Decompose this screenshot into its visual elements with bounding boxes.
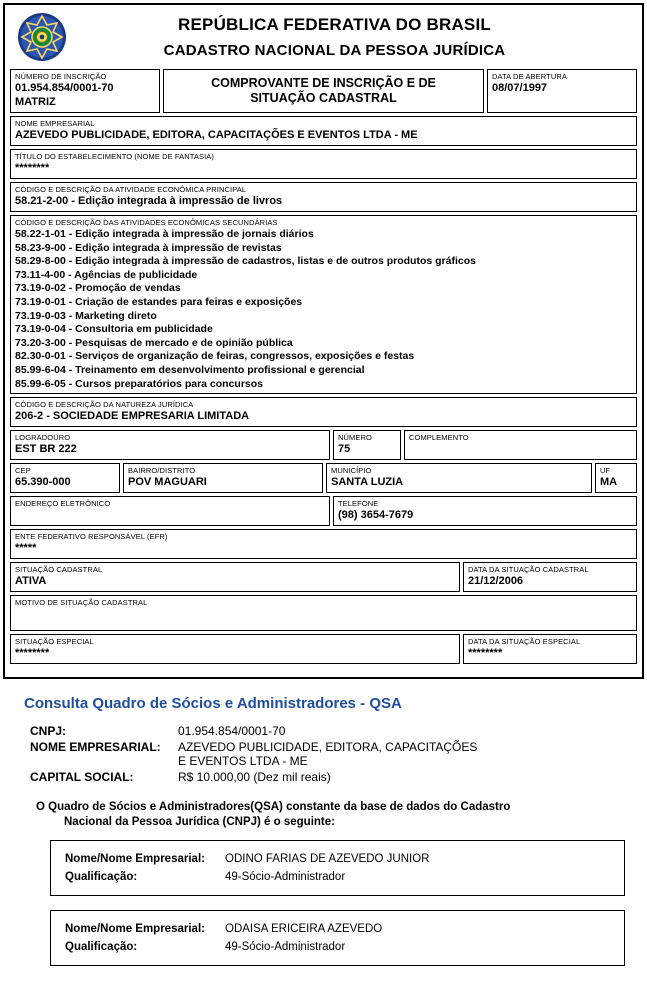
field-data-situacao-especial <box>463 634 637 664</box>
partner-qualification-label: Qualificação: <box>65 871 138 883</box>
partner-card <box>50 910 625 966</box>
row-inscricao <box>10 69 637 113</box>
field-nome-empresarial <box>10 116 637 146</box>
label-situacao-cadastral: SITUAÇÃO CADASTRAL <box>15 565 103 575</box>
comprovante-line1: COMPROVANTE DE INSCRIÇÃO E DE <box>211 75 436 90</box>
qsa-cnpj-value: 01.954.854/0001-70 <box>178 724 286 738</box>
label-nome-empresarial: NOME EMPRESARIAL <box>15 119 95 128</box>
value-numero: 75 <box>338 443 351 456</box>
field-efr <box>10 529 637 559</box>
field-logradouro <box>10 430 330 460</box>
row-nome-empresarial <box>10 116 637 146</box>
field-atividade-principal <box>10 182 637 212</box>
value-atividade-secundaria: 58.29-8-00 - Edição integrada à impressão de cadastros, listas e de outros produtos gráficos <box>15 255 476 268</box>
label-data-situacao-especial: DATA DA SITUAÇÃO ESPECIAL <box>468 637 581 647</box>
row-situacao-especial <box>10 634 637 664</box>
field-situacao-cadastral <box>10 562 460 592</box>
value-telefone: (98) 3654-7679 <box>338 509 414 522</box>
label-atividades-secundarias: CÓDIGO E DESCRIÇÃO DAS ATIVIDADES ECONÔMICAS SECUNDÁRIAS <box>15 218 278 227</box>
label-endereco-eletronico: ENDEREÇO ELETRÔNICO <box>15 499 111 509</box>
value-logradouro: EST BR 222 <box>15 443 77 456</box>
value-situacao-especial: ******** <box>15 647 50 660</box>
qsa-cnpj-label: CNPJ: <box>30 724 67 738</box>
cnpj-title: CADASTRO NACIONAL DA PESSOA JURÍDICA <box>163 42 506 59</box>
row-natureza-juridica <box>10 397 637 427</box>
certificate-titles <box>72 15 637 59</box>
row-atividades-secundarias <box>10 215 637 394</box>
label-complemento: COMPLEMENTO <box>409 433 469 443</box>
brasao-icon <box>16 11 68 63</box>
label-telefone: TELEFONE <box>338 499 379 509</box>
value-atividade-secundaria: 58.22-1-01 - Edição integrada à impressão de jornais diários <box>15 228 314 240</box>
value-atividade-secundaria: 73.11-4-00 - Agências de publicidade <box>15 268 198 281</box>
row-atividade-principal <box>10 182 637 212</box>
field-titulo-estabelecimento <box>10 149 637 179</box>
label-bairro: BAIRRO/DISTRITO <box>128 466 196 476</box>
label-data-abertura: DATA DE ABERTURA <box>492 72 567 81</box>
field-numero <box>333 430 401 460</box>
value-atividade-secundaria: 82.30-0-01 - Serviços de organização de feiras, congressos, exposições e festas <box>15 350 415 363</box>
field-complemento <box>404 430 637 460</box>
partner-name-value: ODINO FARIAS DE AZEVEDO JUNIOR <box>225 853 430 865</box>
partner-qualification-label: Qualificação: <box>65 941 138 953</box>
value-situacao-cadastral: ATIVA <box>15 575 47 588</box>
value-municipio: SANTA LUZIA <box>331 476 404 489</box>
label-numero-inscricao: NÚMERO DE INSCRIÇÃO <box>15 72 107 81</box>
value-tipo-inscricao: MATRIZ <box>15 96 56 108</box>
value-atividade-secundaria: 73.19-0-01 - Criação de estandes para feiras e exposições <box>15 295 303 308</box>
partner-name-row <box>51 920 624 938</box>
document-page <box>0 3 647 995</box>
label-motivo-situacao: MOTIVO DE SITUAÇÃO CADASTRAL <box>15 598 148 608</box>
field-motivo-situacao <box>10 595 637 631</box>
label-uf: UF <box>600 466 611 476</box>
value-cep: 65.390-000 <box>15 476 71 489</box>
qsa-capital-label: CAPITAL SOCIAL: <box>30 770 134 784</box>
field-telefone <box>333 496 637 526</box>
republic-title: REPÚBLICA FEDERATIVA DO BRASIL <box>178 15 491 34</box>
partner-card <box>50 840 625 896</box>
qsa-nome-value-line1: AZEVEDO PUBLICIDADE, EDITORA, CAPACITAÇÕES <box>178 740 478 754</box>
row-situacao-cadastral <box>10 562 637 592</box>
value-numero-inscricao: 01.954.854/0001-70 <box>15 82 114 94</box>
partner-qualification-row <box>51 938 624 956</box>
qsa-nome-label: NOME EMPRESARIAL: <box>30 740 161 754</box>
qsa-nome-row <box>30 740 625 768</box>
value-natureza-juridica: 206-2 - SOCIEDADE EMPRESARIA LIMITADA <box>15 410 250 423</box>
label-municipio: MUNICÍPIO <box>331 466 372 476</box>
value-uf: MA <box>600 476 618 489</box>
qsa-capital-value: R$ 10.000,00 (Dez mil reais) <box>178 770 331 784</box>
row-titulo-estabelecimento <box>10 149 637 179</box>
field-atividades-secundarias <box>10 215 637 394</box>
partner-name-row <box>51 850 624 868</box>
partner-name-value: ODAISA ERICEIRA AZEVEDO <box>225 923 383 935</box>
qsa-note-line1: O Quadro de Sócios e Administradores(QSA) constante da base de dados do Cadastro <box>36 801 511 813</box>
field-comprovante-title <box>163 69 484 113</box>
value-efr: ***** <box>15 542 37 555</box>
label-numero: NÚMERO <box>338 433 372 443</box>
value-atividade-secundaria: 73.19-0-03 - Marketing direto <box>15 309 157 322</box>
field-uf <box>595 463 637 493</box>
qsa-capital-row <box>30 770 625 784</box>
value-atividade-secundaria: 73.19-0-04 - Consultoria em publicidade <box>15 323 213 336</box>
value-titulo-estabelecimento: ******** <box>15 162 50 174</box>
qsa-note-line2: Nacional da Pessoa Jurídica (CNPJ) é o seguinte: <box>64 816 335 828</box>
field-data-abertura <box>487 69 637 113</box>
qsa-nome-value <box>178 740 625 768</box>
partner-qualification-value: 49-Sócio-Administrador <box>225 871 346 883</box>
value-atividade-principal: 58.21-2-00 - Edição integrada à impressão de livros <box>15 195 283 207</box>
partner-name-label: Nome/Nome Empresarial: <box>65 923 205 935</box>
field-bairro <box>123 463 323 493</box>
partner-name-label: Nome/Nome Empresarial: <box>65 853 205 865</box>
qsa-section <box>0 679 647 966</box>
field-data-situacao-cadastral <box>463 562 637 592</box>
value-data-situacao-especial: ******** <box>468 647 503 660</box>
value-atividade-secundaria: 58.23-9-00 - Edição integrada à impressão de revistas <box>15 241 282 254</box>
label-logradouro: LOGRADOURO <box>15 433 71 443</box>
label-efr: ENTE FEDERATIVO RESPONSÁVEL (EFR) <box>15 532 168 542</box>
value-data-abertura: 08/07/1997 <box>492 82 548 94</box>
cnpj-certificate <box>3 3 644 679</box>
row-endereco-2 <box>10 463 637 493</box>
value-nome-empresarial: AZEVEDO PUBLICIDADE, EDITORA, CAPACITAÇÕES E EVENTOS LTDA - ME <box>15 129 418 141</box>
qsa-title: Consulta Quadro de Sócios e Administradores - QSA <box>24 695 402 712</box>
label-cep: CEP <box>15 466 31 476</box>
label-titulo-estabelecimento: TÍTULO DO ESTABELECIMENTO (NOME DE FANTASIA) <box>15 152 215 161</box>
value-atividade-secundaria: 85.99-6-05 - Cursos preparatórios para concursos <box>15 377 264 390</box>
value-atividade-secundaria: 73.19-0-02 - Promoção de vendas <box>15 282 181 295</box>
row-contato <box>10 496 637 526</box>
value-data-situacao-cadastral: 21/12/2006 <box>468 575 524 588</box>
label-atividade-principal: CÓDIGO E DESCRIÇÃO DA ATIVIDADE ECONÔMICA PRINCIPAL <box>15 185 247 194</box>
value-bairro: POV MAGUARI <box>128 476 207 489</box>
value-atividade-secundaria: 85.99-6-04 - Treinamento em desenvolvimento profissional e gerencial <box>15 363 365 376</box>
comprovante-line2: SITUAÇÃO CADASTRAL <box>250 90 397 105</box>
label-situacao-especial: SITUAÇÃO ESPECIAL <box>15 637 94 647</box>
value-atividade-secundaria: 73.20-3-00 - Pesquisas de mercado e de opinião pública <box>15 336 293 349</box>
field-cep <box>10 463 120 493</box>
row-efr <box>10 529 637 559</box>
field-endereco-eletronico <box>10 496 330 526</box>
partner-qualification-row <box>51 868 624 886</box>
row-endereco-1 <box>10 430 637 460</box>
field-situacao-especial <box>10 634 460 664</box>
field-natureza-juridica <box>10 397 637 427</box>
qsa-note <box>36 800 625 830</box>
qsa-fields <box>30 724 625 784</box>
field-municipio <box>326 463 592 493</box>
partner-qualification-value: 49-Sócio-Administrador <box>225 941 346 953</box>
certificate-header <box>10 9 637 69</box>
qsa-nome-value-line2: E EVENTOS LTDA - ME <box>178 754 308 768</box>
label-natureza-juridica: CÓDIGO E DESCRIÇÃO DA NATUREZA JURÍDICA <box>15 400 194 410</box>
qsa-cnpj-row <box>30 724 625 738</box>
label-data-situacao-cadastral: DATA DA SITUAÇÃO CADASTRAL <box>468 565 589 575</box>
field-numero-inscricao <box>10 69 160 113</box>
row-motivo-situacao <box>10 595 637 631</box>
